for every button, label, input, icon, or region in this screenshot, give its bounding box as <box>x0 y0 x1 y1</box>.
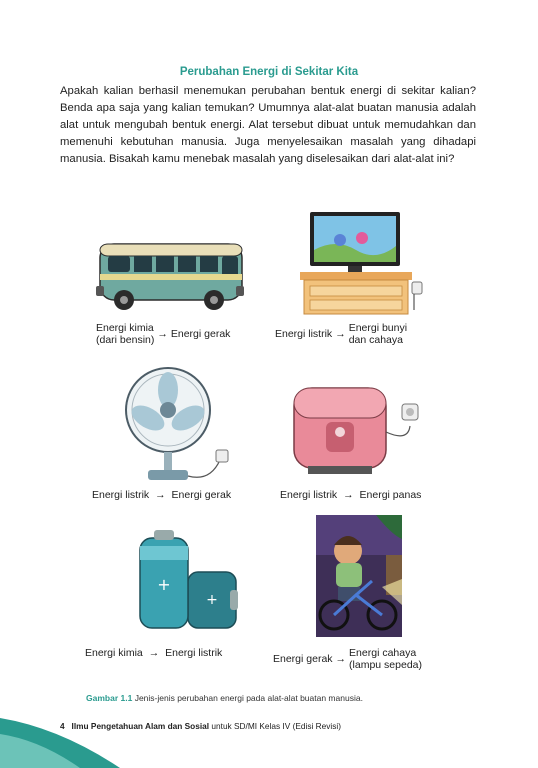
caption-to: Energi gerak <box>171 489 232 501</box>
caption-to-line2: dan cahaya <box>348 334 403 346</box>
caption-from: Energi listrik <box>92 489 150 501</box>
battery-image <box>132 528 242 634</box>
caption-to: Energi gerak <box>170 328 231 340</box>
intro-paragraph: Apakah kalian berhasil menemukan perubahan bentuk energi di sekitar kalian? Benda apa saja yang kalian temukan? Umumnya alat-alat buatan manusia adalah alat untuk mengubah bentuk energi. Alat tersebut dibuat untuk memudahkan dan memenuhi kebutuhan manusia. Juga menyelesaikan masalah yang dihadapi manusia. Bisakah kamu menebak masalah yang diselesaikan dari alat-alat ini? <box>60 85 476 165</box>
caption-from-line1: Energi kimia <box>96 322 154 334</box>
figure-caption-text: Jenis-jenis perubahan energi pada alat-alat buatan manusia. <box>134 693 363 703</box>
svg-text:+: + <box>206 592 218 608</box>
caption-to: Energi panas <box>359 489 422 501</box>
caption-from: Energi listrik <box>275 328 333 340</box>
corner-wave-decoration <box>0 708 140 768</box>
fan-image <box>120 366 240 486</box>
figure-label: Gambar 1.1 <box>86 693 133 703</box>
arrow-icon: → <box>157 328 168 340</box>
rice-cooker-image <box>290 382 430 480</box>
arrow-icon: → <box>335 653 347 665</box>
caption-from: Energi listrik <box>280 489 338 501</box>
caption-to: Energi listrik <box>165 647 223 659</box>
caption-rice-cooker <box>280 489 421 501</box>
bicycle-image <box>316 515 402 637</box>
svg-text:+: + <box>157 575 171 594</box>
caption-from-line2: (dari bensin) <box>96 334 155 346</box>
book-title: Ilmu Pengetahuan Alam dan Sosial <box>71 721 210 731</box>
caption-to-line1: Energi bunyi <box>348 322 408 334</box>
caption-tv <box>275 322 407 346</box>
section-title: Perubahan Energi di Sekitar Kita <box>179 66 359 78</box>
caption-from: Energi kimia <box>85 647 143 659</box>
arrow-icon: → <box>148 647 160 659</box>
television-image <box>296 210 426 318</box>
caption-battery <box>85 647 222 659</box>
caption-to-line1: Energi cahaya <box>349 647 417 659</box>
bus-image <box>92 238 248 314</box>
page-number: 4 <box>60 721 65 731</box>
caption-bus <box>96 322 230 346</box>
caption-to-line2: (lampu sepeda) <box>349 659 423 671</box>
caption-from: Energi gerak <box>273 653 333 665</box>
caption-bicycle <box>273 647 422 671</box>
figure-caption <box>86 693 363 703</box>
book-subtitle: untuk SD/MI Kelas IV (Edisi Revisi) <box>211 721 341 731</box>
arrow-icon: → <box>343 489 354 501</box>
caption-fan <box>92 489 231 501</box>
arrow-icon: → <box>335 328 346 340</box>
arrow-icon: → <box>155 489 166 501</box>
